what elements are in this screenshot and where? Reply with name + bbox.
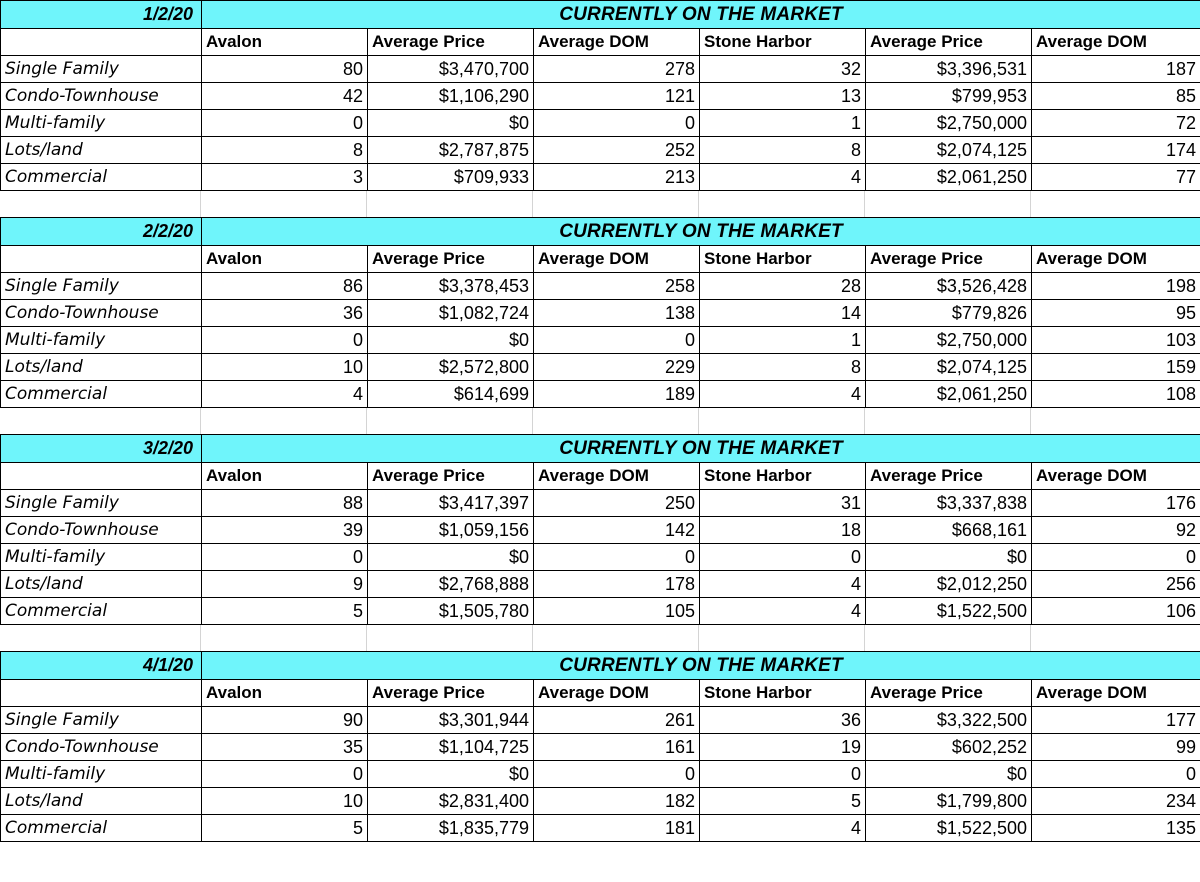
blank-cell[interactable] <box>201 191 367 217</box>
value-cell[interactable]: $2,012,250 <box>866 571 1032 598</box>
value-cell[interactable]: 0 <box>534 761 700 788</box>
table-row <box>1 517 1200 544</box>
value-cell[interactable]: $3,470,700 <box>368 56 534 83</box>
value-cell[interactable]: 252 <box>534 137 700 164</box>
value-cell[interactable]: 39 <box>202 517 368 544</box>
category-cell[interactable]: Commercial <box>1 815 202 842</box>
blank-cell[interactable] <box>699 625 865 651</box>
value-cell[interactable]: 85 <box>1032 83 1200 110</box>
category-cell[interactable]: Multi-family <box>1 327 202 354</box>
header-cell[interactable]: Average DOM <box>1032 680 1200 707</box>
value-cell[interactable]: 0 <box>534 327 700 354</box>
header-cell[interactable]: Average Price <box>368 246 534 273</box>
blank-cell[interactable] <box>201 625 367 651</box>
value-cell[interactable]: 14 <box>700 300 866 327</box>
value-cell[interactable]: $0 <box>866 544 1032 571</box>
category-cell[interactable]: Single Family <box>1 490 202 517</box>
value-cell[interactable]: 13 <box>700 83 866 110</box>
value-cell[interactable]: $2,061,250 <box>866 381 1032 408</box>
header-cell[interactable]: Stone Harbor <box>700 29 866 56</box>
value-cell[interactable]: $799,953 <box>866 83 1032 110</box>
category-cell[interactable]: Lots/land <box>1 354 202 381</box>
value-cell[interactable]: $1,104,725 <box>368 734 534 761</box>
value-cell[interactable]: $2,831,400 <box>368 788 534 815</box>
header-cell[interactable]: Average Price <box>866 29 1032 56</box>
header-cell[interactable]: Average Price <box>368 29 534 56</box>
value-cell[interactable]: $1,522,500 <box>866 815 1032 842</box>
blank-spacer-row <box>0 625 1200 651</box>
value-cell[interactable]: 256 <box>1032 571 1200 598</box>
section-date[interactable]: 3/2/20 <box>1 435 202 463</box>
value-cell[interactable]: 278 <box>534 56 700 83</box>
blank-cell[interactable] <box>367 625 533 651</box>
header-cell[interactable]: Average Price <box>866 680 1032 707</box>
value-cell[interactable]: 0 <box>202 761 368 788</box>
table-row <box>1 110 1200 137</box>
category-cell[interactable]: Commercial <box>1 164 202 191</box>
value-cell[interactable]: 8 <box>202 137 368 164</box>
value-cell[interactable]: 3 <box>202 164 368 191</box>
value-cell[interactable]: 86 <box>202 273 368 300</box>
header-cell[interactable]: Average Price <box>866 463 1032 490</box>
section-banner[interactable]: CURRENTLY ON THE MARKET <box>202 1 1200 29</box>
value-cell[interactable]: $2,061,250 <box>866 164 1032 191</box>
section-date[interactable]: 2/2/20 <box>1 218 202 246</box>
category-cell[interactable]: Single Family <box>1 56 202 83</box>
header-cell[interactable]: Stone Harbor <box>700 680 866 707</box>
value-cell[interactable]: 182 <box>534 788 700 815</box>
value-cell[interactable]: 213 <box>534 164 700 191</box>
header-cell[interactable]: Average DOM <box>534 463 700 490</box>
table-row <box>1 544 1200 571</box>
value-cell[interactable]: 4 <box>700 381 866 408</box>
value-cell[interactable]: $2,074,125 <box>866 354 1032 381</box>
value-cell[interactable]: $2,750,000 <box>866 327 1032 354</box>
category-cell[interactable]: Multi-family <box>1 544 202 571</box>
value-cell[interactable]: 0 <box>700 544 866 571</box>
value-cell[interactable]: $2,074,125 <box>866 137 1032 164</box>
blank-cell[interactable] <box>0 625 201 651</box>
section-banner[interactable]: CURRENTLY ON THE MARKET <box>202 218 1200 246</box>
value-cell[interactable]: 31 <box>700 490 866 517</box>
value-cell[interactable]: 258 <box>534 273 700 300</box>
value-cell[interactable]: 261 <box>534 707 700 734</box>
value-cell[interactable]: $2,750,000 <box>866 110 1032 137</box>
blank-cell[interactable] <box>865 625 1031 651</box>
market-table-2 <box>0 217 1200 408</box>
table-row <box>1 83 1200 110</box>
value-cell[interactable]: 198 <box>1032 273 1200 300</box>
category-cell[interactable]: Lots/land <box>1 137 202 164</box>
category-cell[interactable]: Condo-Townhouse <box>1 300 202 327</box>
value-cell[interactable]: 92 <box>1032 517 1200 544</box>
header-cell[interactable]: Average DOM <box>534 246 700 273</box>
value-cell[interactable]: 0 <box>202 327 368 354</box>
value-cell[interactable]: $0 <box>866 761 1032 788</box>
blank-cell[interactable] <box>201 408 367 434</box>
value-cell[interactable]: $668,161 <box>866 517 1032 544</box>
header-cell[interactable]: Average Price <box>368 463 534 490</box>
market-table-3 <box>0 434 1200 625</box>
value-cell[interactable]: $3,337,838 <box>866 490 1032 517</box>
value-cell[interactable]: 10 <box>202 354 368 381</box>
table-row <box>1 707 1200 734</box>
header-cell[interactable]: Average DOM <box>1032 463 1200 490</box>
category-cell[interactable]: Single Family <box>1 707 202 734</box>
value-cell[interactable]: $3,301,944 <box>368 707 534 734</box>
column-header-row <box>1 246 1200 273</box>
value-cell[interactable]: 187 <box>1032 56 1200 83</box>
section-date[interactable]: 4/1/20 <box>1 652 202 680</box>
header-cell[interactable]: Stone Harbor <box>700 246 866 273</box>
table-row <box>1 788 1200 815</box>
blank-cell[interactable] <box>533 408 699 434</box>
value-cell[interactable]: 177 <box>1032 707 1200 734</box>
section-title-row <box>1 652 1200 680</box>
blank-cell[interactable] <box>699 408 865 434</box>
value-cell[interactable]: 1 <box>700 110 866 137</box>
category-cell[interactable]: Single Family <box>1 273 202 300</box>
header-cell[interactable]: Avalon <box>202 246 368 273</box>
category-cell[interactable]: Condo-Townhouse <box>1 83 202 110</box>
value-cell[interactable]: $1,059,156 <box>368 517 534 544</box>
value-cell[interactable]: 36 <box>202 300 368 327</box>
header-cell[interactable]: Average DOM <box>534 29 700 56</box>
value-cell[interactable]: $3,378,453 <box>368 273 534 300</box>
header-cell[interactable]: Average DOM <box>1032 246 1200 273</box>
value-cell[interactable]: $2,787,875 <box>368 137 534 164</box>
value-cell[interactable]: 250 <box>534 490 700 517</box>
blank-spacer-row <box>0 408 1200 434</box>
value-cell[interactable]: $3,417,397 <box>368 490 534 517</box>
value-cell[interactable]: 5 <box>202 815 368 842</box>
value-cell[interactable]: 189 <box>534 381 700 408</box>
value-cell[interactable]: 42 <box>202 83 368 110</box>
value-cell[interactable]: 4 <box>700 598 866 625</box>
value-cell[interactable]: 19 <box>700 734 866 761</box>
value-cell[interactable]: 178 <box>534 571 700 598</box>
blank-cell[interactable] <box>865 408 1031 434</box>
table-row <box>1 815 1200 842</box>
table-row <box>1 381 1200 408</box>
value-cell[interactable]: 0 <box>202 544 368 571</box>
value-cell[interactable]: 108 <box>1032 381 1200 408</box>
value-cell[interactable]: 1 <box>700 327 866 354</box>
blank-cell[interactable] <box>865 191 1031 217</box>
value-cell[interactable]: 10 <box>202 788 368 815</box>
value-cell[interactable]: $614,699 <box>368 381 534 408</box>
value-cell[interactable]: $1,835,779 <box>368 815 534 842</box>
blank-cell[interactable] <box>1031 625 1200 651</box>
blank-cell[interactable] <box>367 408 533 434</box>
value-cell[interactable]: 5 <box>202 598 368 625</box>
header-cell[interactable]: Avalon <box>202 463 368 490</box>
value-cell[interactable]: 0 <box>700 761 866 788</box>
value-cell[interactable]: 106 <box>1032 598 1200 625</box>
header-cell[interactable]: Stone Harbor <box>700 463 866 490</box>
table-row <box>1 571 1200 598</box>
value-cell[interactable]: $1,106,290 <box>368 83 534 110</box>
category-cell[interactable]: Lots/land <box>1 788 202 815</box>
blank-cell[interactable] <box>1031 408 1200 434</box>
value-cell[interactable]: $0 <box>368 544 534 571</box>
value-cell[interactable]: 8 <box>700 137 866 164</box>
value-cell[interactable]: $3,526,428 <box>866 273 1032 300</box>
category-cell[interactable]: Multi-family <box>1 110 202 137</box>
value-cell[interactable]: 181 <box>534 815 700 842</box>
value-cell[interactable]: 138 <box>534 300 700 327</box>
blank-cell[interactable] <box>0 191 201 217</box>
market-table-1 <box>0 0 1200 191</box>
header-cell[interactable]: Average Price <box>368 680 534 707</box>
value-cell[interactable]: $779,826 <box>866 300 1032 327</box>
value-cell[interactable]: 0 <box>1032 544 1200 571</box>
table-row <box>1 164 1200 191</box>
table-row <box>1 354 1200 381</box>
category-cell[interactable]: Condo-Townhouse <box>1 734 202 761</box>
section-title-row <box>1 435 1200 463</box>
value-cell[interactable]: 234 <box>1032 788 1200 815</box>
category-cell[interactable]: Commercial <box>1 381 202 408</box>
value-cell[interactable]: $3,322,500 <box>866 707 1032 734</box>
value-cell[interactable]: 176 <box>1032 490 1200 517</box>
blank-cell[interactable] <box>699 191 865 217</box>
blank-cell[interactable] <box>367 191 533 217</box>
value-cell[interactable]: $2,768,888 <box>368 571 534 598</box>
value-cell[interactable]: 142 <box>534 517 700 544</box>
header-cell[interactable]: Avalon <box>202 29 368 56</box>
value-cell[interactable]: 0 <box>1032 761 1200 788</box>
table-row <box>1 598 1200 625</box>
column-header-row <box>1 463 1200 490</box>
value-cell[interactable]: $3,396,531 <box>866 56 1032 83</box>
value-cell[interactable]: $0 <box>368 761 534 788</box>
header-blank-cell[interactable] <box>1 463 202 490</box>
market-table-4 <box>0 651 1200 842</box>
category-cell[interactable]: Lots/land <box>1 571 202 598</box>
value-cell[interactable]: 77 <box>1032 164 1200 191</box>
value-cell[interactable]: 36 <box>700 707 866 734</box>
blank-cell[interactable] <box>0 408 201 434</box>
value-cell[interactable]: 32 <box>700 56 866 83</box>
value-cell[interactable]: 0 <box>534 110 700 137</box>
blank-cell[interactable] <box>533 625 699 651</box>
table-row <box>1 273 1200 300</box>
value-cell[interactable]: 4 <box>700 164 866 191</box>
header-cell[interactable]: Avalon <box>202 680 368 707</box>
section-date[interactable]: 1/2/20 <box>1 1 202 29</box>
header-cell[interactable]: Average DOM <box>534 680 700 707</box>
value-cell[interactable]: 161 <box>534 734 700 761</box>
value-cell[interactable]: 0 <box>202 110 368 137</box>
header-cell[interactable]: Average DOM <box>1032 29 1200 56</box>
value-cell[interactable]: 9 <box>202 571 368 598</box>
value-cell[interactable]: $1,799,800 <box>866 788 1032 815</box>
value-cell[interactable]: 135 <box>1032 815 1200 842</box>
value-cell[interactable]: $1,522,500 <box>866 598 1032 625</box>
table-row <box>1 761 1200 788</box>
value-cell[interactable]: $0 <box>368 110 534 137</box>
header-cell[interactable]: Average Price <box>866 246 1032 273</box>
value-cell[interactable]: $0 <box>368 327 534 354</box>
section-title-row <box>1 1 1200 29</box>
category-cell[interactable]: Commercial <box>1 598 202 625</box>
value-cell[interactable]: 4 <box>700 571 866 598</box>
column-header-row <box>1 29 1200 56</box>
blank-cell[interactable] <box>1031 191 1200 217</box>
value-cell[interactable]: 4 <box>202 381 368 408</box>
value-cell[interactable]: 105 <box>534 598 700 625</box>
value-cell[interactable]: $602,252 <box>866 734 1032 761</box>
value-cell[interactable]: 88 <box>202 490 368 517</box>
value-cell[interactable]: $709,933 <box>368 164 534 191</box>
value-cell[interactable]: 121 <box>534 83 700 110</box>
table-row <box>1 300 1200 327</box>
value-cell[interactable]: 0 <box>534 544 700 571</box>
category-cell[interactable]: Condo-Townhouse <box>1 517 202 544</box>
section-banner[interactable]: CURRENTLY ON THE MARKET <box>202 652 1200 680</box>
value-cell[interactable]: 80 <box>202 56 368 83</box>
value-cell[interactable]: 229 <box>534 354 700 381</box>
value-cell[interactable]: $2,572,800 <box>368 354 534 381</box>
value-cell[interactable]: 8 <box>700 354 866 381</box>
table-row <box>1 56 1200 83</box>
header-blank-cell[interactable] <box>1 680 202 707</box>
table-row <box>1 327 1200 354</box>
value-cell[interactable]: $1,505,780 <box>368 598 534 625</box>
blank-cell[interactable] <box>533 191 699 217</box>
value-cell[interactable]: 99 <box>1032 734 1200 761</box>
value-cell[interactable]: 90 <box>202 707 368 734</box>
value-cell[interactable]: 18 <box>700 517 866 544</box>
table-row <box>1 490 1200 517</box>
value-cell[interactable]: 5 <box>700 788 866 815</box>
value-cell[interactable]: 4 <box>700 815 866 842</box>
value-cell[interactable]: 28 <box>700 273 866 300</box>
column-header-row <box>1 680 1200 707</box>
value-cell[interactable]: 103 <box>1032 327 1200 354</box>
value-cell[interactable]: 174 <box>1032 137 1200 164</box>
section-banner[interactable]: CURRENTLY ON THE MARKET <box>202 435 1200 463</box>
value-cell[interactable]: 159 <box>1032 354 1200 381</box>
header-blank-cell[interactable] <box>1 29 202 56</box>
category-cell[interactable]: Multi-family <box>1 761 202 788</box>
value-cell[interactable]: $1,082,724 <box>368 300 534 327</box>
value-cell[interactable]: 95 <box>1032 300 1200 327</box>
value-cell[interactable]: 72 <box>1032 110 1200 137</box>
section-title-row <box>1 218 1200 246</box>
header-blank-cell[interactable] <box>1 246 202 273</box>
blank-spacer-row <box>0 191 1200 217</box>
value-cell[interactable]: 35 <box>202 734 368 761</box>
table-row <box>1 137 1200 164</box>
table-row <box>1 734 1200 761</box>
